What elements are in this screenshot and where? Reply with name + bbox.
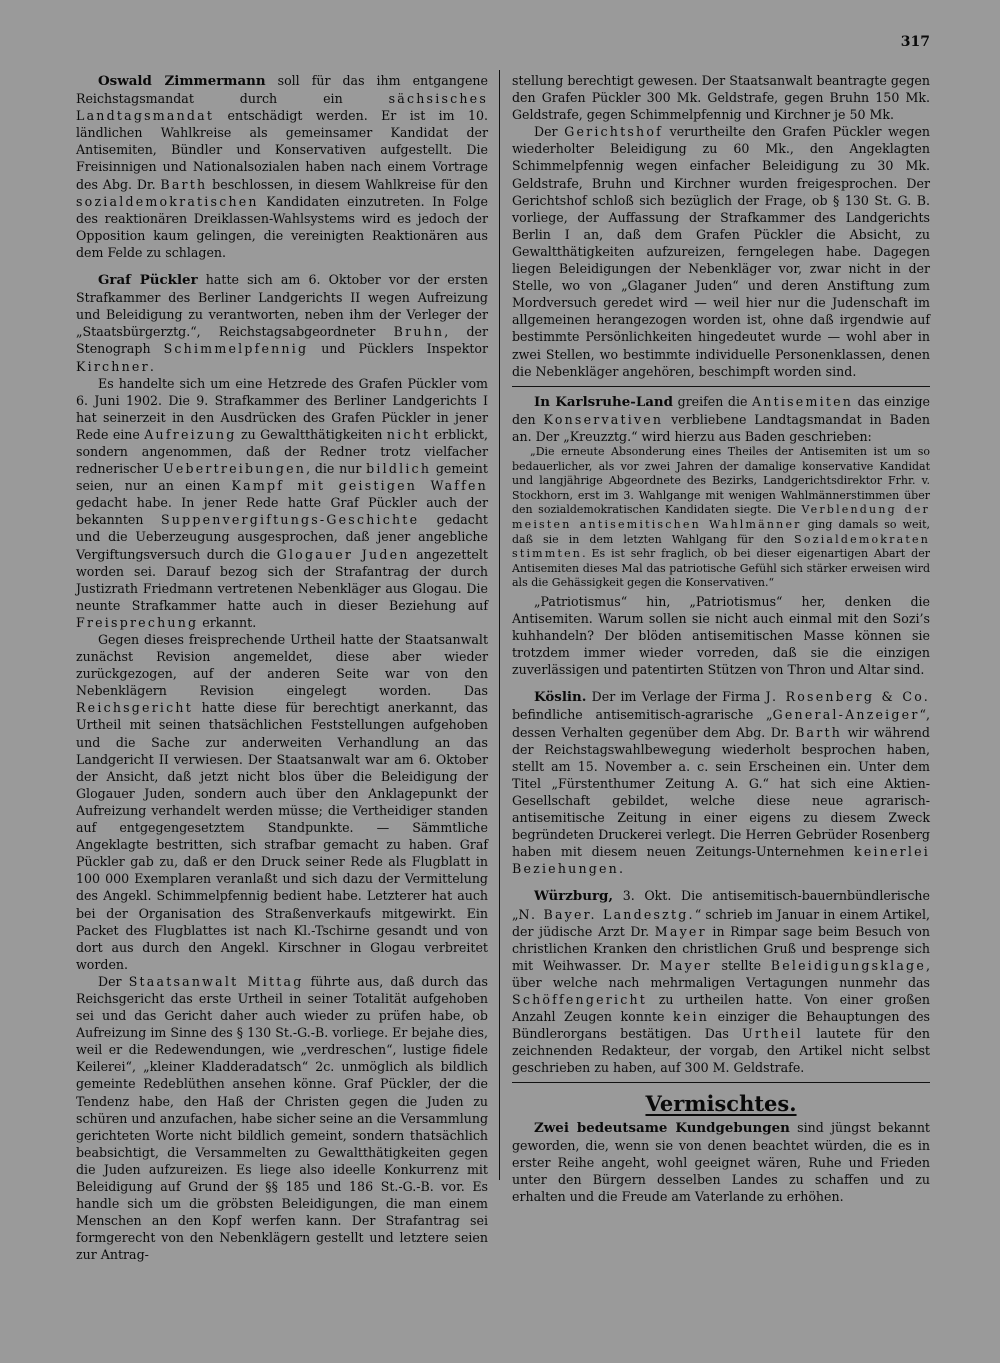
section-divider (512, 386, 930, 387)
paragraph: Gegen dieses freisprechende Urtheil hatte der Staatsanwalt zunächst Revision angemeldet, diese aber wieder zurückgezogen, auf der anderen Seite war von den Nebenklägern Revision eingelegt worden. Das Reichsgericht hatte diese für berechtigt anerkannt, das Urtheil mit seinen thatsächlichen Feststellungen aufgehoben und die Sache zur anderweiten Verhandlung an das Landgericht II verwiesen. Der Staatsanwalt war am 6. Oktober der Ansicht, daß jetzt nicht blos über die Beleidigung der Glogauer Juden, sondern auch über den Anklagepunkt der Aufreizung verhandelt werden müsse; die Vertheidiger standen auf entgegengesetztem Standpunkte. — Sämmtliche Angeklagte bestritten, sich strafbar gemacht zu haben. Graf Pückler gab zu, daß er den Druck seiner Rede als Flugblatt in 100 000 Exemplaren veranlaßt und sich dazu der Vermittelung des Angekl. Schimmelpfennig bedient habe. Letzterer hat auch bei der Organisation des Straßenverkaufs mitgewirkt. Ein Packet des Flugblattes ist nach Kl.-Tschirne gesandt und von dort aus durch den Angekl. Kirschner in Glogau verbreitet worden. (76, 632, 488, 972)
article-koeslin: Köslin. Der im Verlage der Firma J. Rosenberg & Co. befindliche antisemitisch-agrarische „General-Anzeiger“, dessen Verhalten gegenüber dem Abg. Dr. Barth wir während der Reichstagswahlbewegung wiederholt besprochen haben, stellt am 15. November a. c. sein Erscheinen ein. Unter dem Titel „Fürstenthumer Zeitung A. G.“ hat sich eine Aktien-Gesellschaft gebildet, welche diese neue agrarisch-antisemitische Zeitung in einer eigens zu diesem Zweck begründeten Druckerei verlegt. Die Herren Gebrüder Rosenberg haben mit diesem neuen Zeitungs-Unternehmen keinerlei Beziehungen. (512, 689, 930, 877)
section-divider (512, 1082, 930, 1083)
headword: Zwei bedeutsame Kundgebungen (534, 1119, 790, 1136)
article-karlsruhe: In Karlsruhe-Land greifen die Antisemiten das einzige den Konservativen verbliebene Landtagsmandat in Baden an. Der „Kreuzztg.“ wird hierzu aus Baden geschrieben: (512, 393, 930, 444)
paragraph: Es handelte sich um eine Hetzrede des Grafen Pückler vom 6. Juni 1902. Die 9. Strafkammer des Berliner Landgerichts I hat seinerzeit in den Ausdrücken des Grafen Pückler in jener Rede eine Aufreizung zu Gewaltthätigkeiten nicht erblickt, sondern angenommen, daß der Redner trotz vielfacher rednerischer Uebertreibungen, die nur bildlich gemeint seien, nur an einen Kampf mit geistigen Waffen gedacht habe. In jener Rede hatte Graf Pückler auch der bekannten Suppenvergiftungs-Geschichte gedacht und die Ueberzeugung ausgesprochen, daß jener angebliche Vergiftungsversuch durch die Glogauer Juden angezettelt worden sei. Darauf bezog sich der Strafantrag der durch Justizrath Friedmann vertretenen Nebenkläger aus Glogau. Die neunte Strafkammer hatte auch in dieser Beziehung auf Freisprechung erkannt. (76, 375, 488, 630)
quote-paragraph: „Die erneute Absonderung eines Theiles der Antisemiten ist um so bedauerlicher, als vor zwei Jahren der damalige konservative Kandidat und langjährige Abgeordnete des Bezirks, Landgerichtsdirektor Frhr. v. Stockhorn, erst im 3. Wahlgange mit wenigen Wahlmännerstimmen über den sozialdemokratischen Kandidaten siegte. Die Verblendung der meisten antisemitischen Wahlmänner ging damals so weit, daß sie in dem letzten Wahlgang für den Sozialdemokraten stimmten. Es ist sehr fraglich, ob bei dieser eigenartigen Abart der Antisemiten dieses Mal das patriotische Gefühl sich stärker erweisen wird als die Gehässigkeit gegen die Konservativen.“ (512, 444, 930, 590)
article-pueckler: Graf Pückler hatte sich am 6. Oktober vor der ersten Strafkammer des Berliner Landgerichts II wegen Aufreizung und Beleidigung zu verantworten, neben ihm der Verleger der „Staatsbürgerztg.“, Reichstagsabgeordneter Bruhn, der Stenograph Schimmelpfennig und Pücklers Inspektor Kirchner. (76, 272, 488, 374)
article-kundgebungen: Zwei bedeutsame Kundgebungen sind jüngst bekannt geworden, die, wenn sie von denen beachtet würden, die es in erster Reihe angeht, wohl geeignet wären, Ruhe und Frieden unter den Bürgern desselben Landes zu schaffen und zu erhalten und die Freude am Vaterlande zu erhöhen. (512, 1119, 930, 1204)
column-divider (499, 70, 500, 1180)
paragraph: „Patriotismus“ hin, „Patriotismus“ her, denken die Antisemiten. Warum sollen sie nicht auch einmal mit den Sozi’s kuhhandeln? Der blöden antisemitischen Masse können sie trotzdem immer wieder vorreden, daß sie die einzigen zuverlässigen und patentirten Stützen von Thron und Altar sind. (512, 593, 930, 678)
headword: Würzburg, (534, 888, 614, 905)
headword: Oswald Zimmermann (98, 73, 266, 89)
headword: Köslin. (534, 689, 587, 706)
paragraph: stellung berechtigt gewesen. Der Staatsanwalt beantragte gegen den Grafen Pückler 300 Mk. Geldstrafe, gegen Bruhn 150 Mk. Geldstrafe, gegen Schimmelpfennig und Kirchner je 50 Mk. (512, 73, 930, 123)
page-number: 317 (900, 34, 930, 50)
paragraph: Der Gerichtshof verurtheilte den Grafen Pückler wegen wiederholter Beleidigung zu 60 Mk., den Angeklagten Schimmelpfennig wegen einfacher Beleidigung zu 30 Mk. Geldstrafe, Bruhn und Kirchner wurden freigesprochen. Der Gerichtshof schloß sich bezüglich der Frage, ob § 130 St. G. B. vorliege, der Auffassung der Strafkammer des Landgerichts Berlin I an, daß dem Grafen Pückler die Absicht, zu Gewaltthätigkeiten aufzureizen, ferngelegen habe. Dagegen liegen Beleidigungen der Nebenkläger vor, zwar nicht in der Stelle, wo von „Glaganer Juden“ und deren Anstiftung zum Mordversuch geredet wird — weil hier nur die Judenschaft im allgemeinen herangezogen worden ist, ohne daß irgendwie auf bestimmte Persönlichkeiten hingedeutet wurde — wohl aber in zwei Stellen, wo bestimmte individuelle Personenklassen, denen die Nebenkläger angehören, beschimpft worden sind. (512, 124, 931, 379)
section-heading: Vermischtes. (645, 1091, 797, 1117)
article-zimmermann: Oswald Zimmermann soll für das ihm entgangene Reichstagsmandat durch ein sächsisches Landtagsmandat entschädigt werden. Er ist im 10. ländlichen Wahlkreise als gemeinsamer Kandidat der Antisemiten, Bündler und Konservativen aufgestellt. Die Freisinnigen und Nationalsozialen haben nach einem Vortrage des Abg. Dr. Barth beschlossen, in diesem Wahlkreise für den sozialdemokratischen Kandidaten einzutreten. In Folge des reaktionären Dreiklassen-Wahlsystems wird es jedoch der Opposition kaum gelingen, die vereinigten Reaktionären aus dem Felde zu schlagen. (76, 73, 488, 260)
headword: In Karlsruhe-Land (534, 393, 674, 410)
right-column (512, 72, 930, 1205)
left-column (76, 72, 488, 1263)
article-wuerzburg: Würzburg, 3. Okt. Die antisemitisch-bauernbündlerische „N. Bayer. Landesztg.“ schrieb im Januar in einem Artikel, der jüdische Arzt Dr. Mayer in Rimpar sage beim Besuch von christlichen Kranken den christlichen Gruß und besprenge sich mit Weihwasser. Dr. Mayer stellte Beleidigungsklage, über welche nach mehrmaligen Vertagungen nunmehr das Schöffengericht zu urtheilen hatte. Von einer großen Anzahl Zeugen konnte kein einziger die Behauptungen des Bündlerorgans bestätigen. Das Urtheil lautete für den zeichnenden Redakteur, der vorgab, den Artikel nicht selbst geschrieben zu haben, auf 300 M. Geldstrafe. (512, 888, 931, 1076)
headword: Graf Pückler (98, 272, 198, 289)
quoted-block (512, 445, 930, 591)
paragraph: Der Staatsanwalt Mittag führte aus, daß durch das Reichsgericht das erste Urtheil in seiner Totalität aufgehoben sei und das Gericht daher auch wieder zu prüfen habe, ob Aufreizung im Sinne des § 130 St.-G.-B. vorliege. Er bejahe dies, weil er die Redewendungen, wie „verdreschen“, lustige fidele Keilerei“, „kleiner Kladderadatsch“ 2c. unmöglich als bildlich gemeinte Redeblüthen ansehen könne. Graf Pückler, der die Tendenz habe, den Haß der Christen gegen die Juden zu schüren und anzufachen, habe sicher seine an die Versammlung gerichteten Worte nicht bildlich gemeint, sondern thatsächlich beabsichtigt, die Versammelten zu Gewaltthätigkeiten gegen die Juden aufzureizen. Es liege also ideelle Konkurrenz mit Beleidigung auf Grund der §§ 185 und 186 St.-G.-B. vor. Es handle sich um die gröbsten Beleidigungen, die man einem Menschen an den Kopf werfen kann. Der Strafantrag sei formgerecht von den Nebenklägern gestellt und letztere seien zur Antrag- (76, 973, 488, 1263)
